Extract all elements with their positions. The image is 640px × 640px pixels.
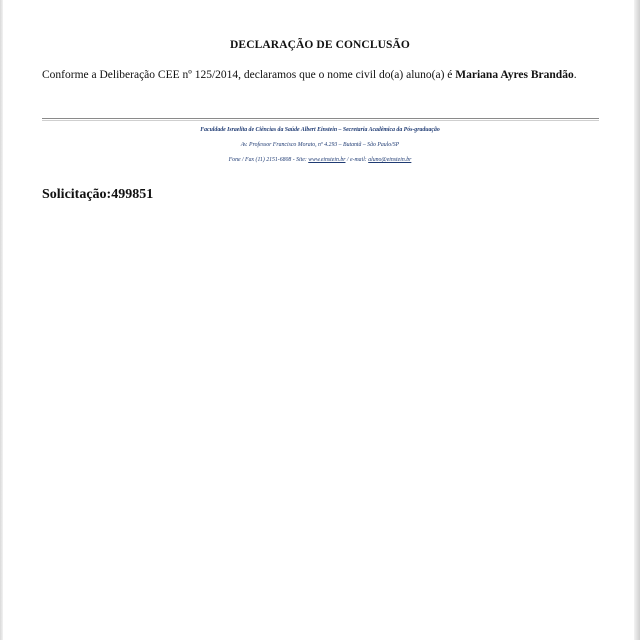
declaration-text: Conforme a Deliberação CEE nº 125/2014, declaramos que o nome civil do(a) aluno(a) é: [42, 69, 456, 81]
page-edge-left: [0, 0, 3, 640]
declaration-paragraph: [42, 69, 577, 81]
footer-site-link[interactable]: www.einstein.br: [308, 157, 346, 163]
footer-email-link[interactable]: aluno@einstein.br: [368, 157, 412, 163]
request-label: Solicitação:: [42, 187, 112, 202]
request-value: 499851: [111, 187, 154, 202]
page-edge-right: [634, 0, 640, 640]
footer-contact: [0, 157, 640, 163]
footer-phone: Fone / Fax (11) 2151-6808 - Site:: [228, 157, 309, 163]
student-name: Mariana Ayres Brandão: [455, 69, 574, 81]
horizontal-divider: [42, 118, 599, 121]
footer-email-label: / e-mail:: [345, 157, 369, 163]
footer-address: Av. Professor Francisco Morato, nº 4.293 – Butantã – São Paulo/SP: [240, 142, 400, 148]
request-number: [42, 187, 153, 203]
document-title: DECLARAÇÃO DE CONCLUSÃO: [230, 39, 410, 51]
declaration-period: .: [573, 69, 577, 81]
footer-institution: Faculdade Israelita de Ciências da Saúde Albert Einstein – Secretaria Acadêmica da Pós-graduação: [200, 127, 440, 133]
